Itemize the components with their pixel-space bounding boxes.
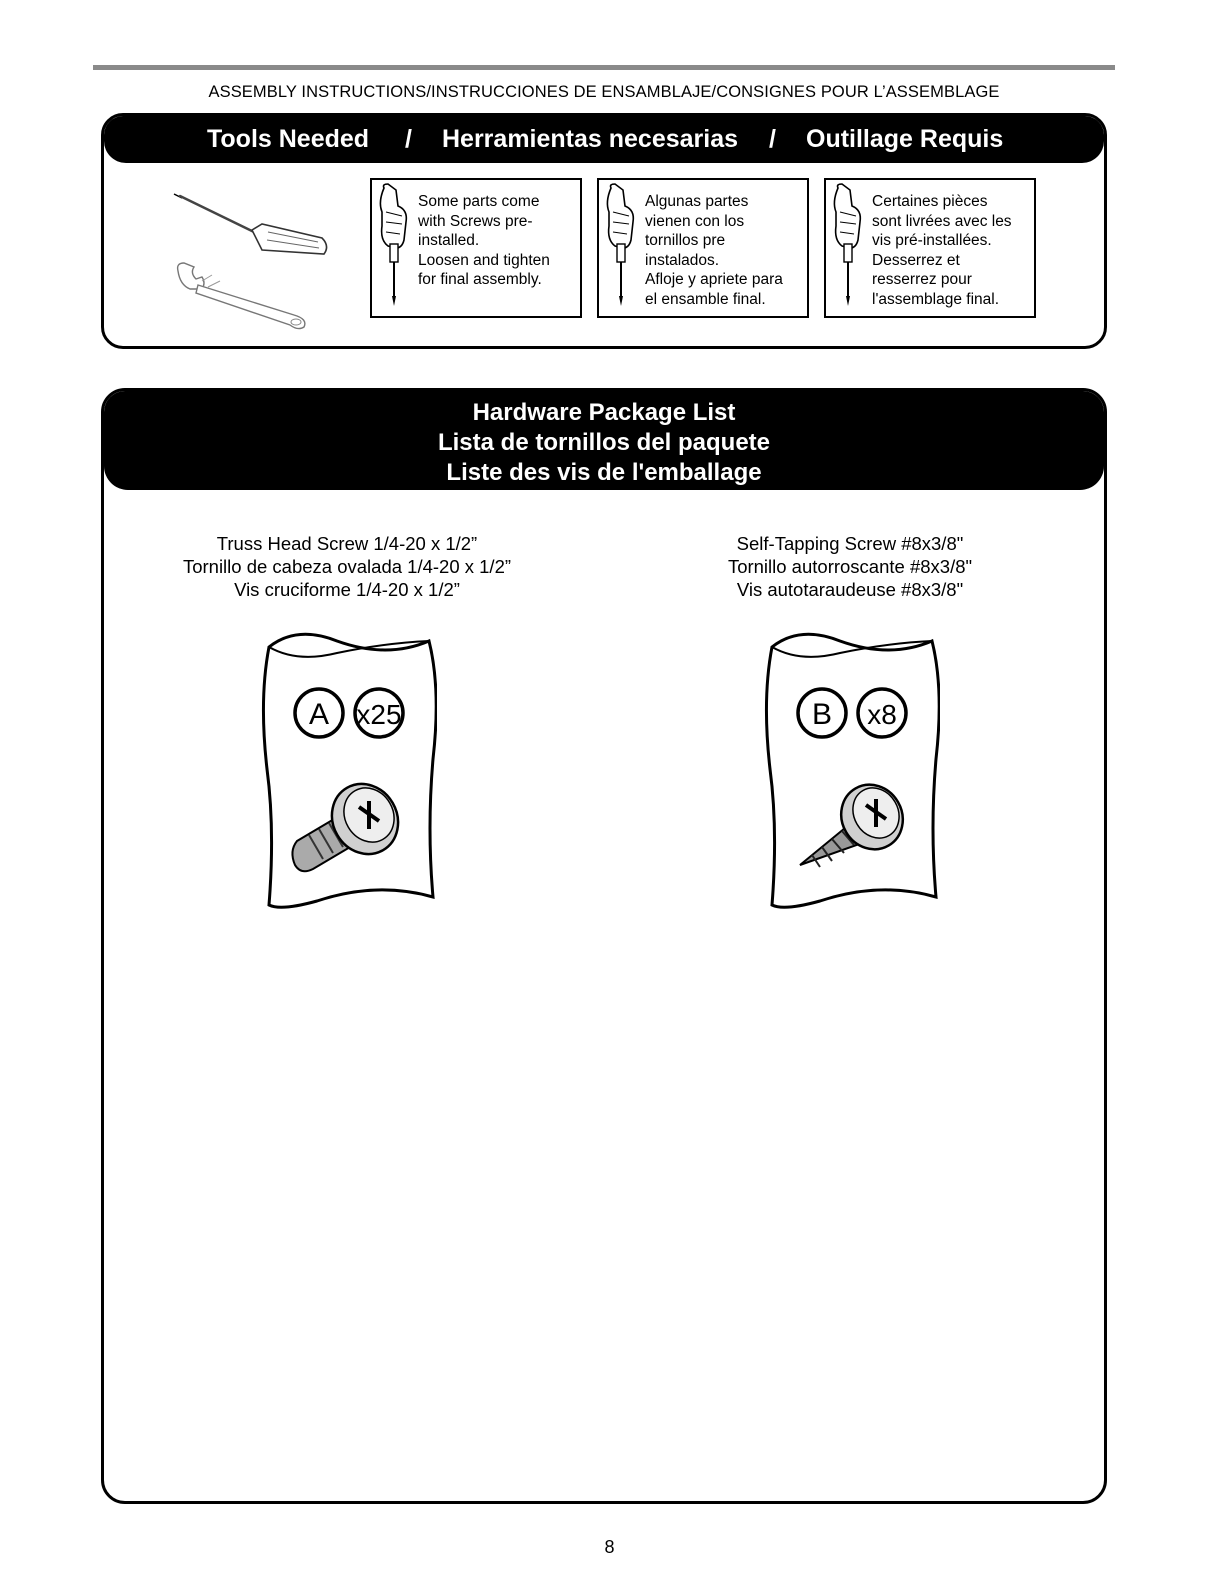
part-b-description — [640, 532, 1060, 601]
hardware-bag-a — [257, 629, 437, 914]
part-a-desc-fr: Vis cruciforme 1/4-20 x 1/2” — [234, 579, 460, 600]
part-b-letter: B — [811, 698, 833, 731]
tools-title-es: Herramientas necesarias — [442, 125, 739, 153]
part-a-quantity: x25 — [356, 699, 402, 730]
part-b-desc-en: Self-Tapping Screw #8x3/8" — [736, 533, 964, 554]
part-b-desc-es: Tornillo autorroscante #8x3/8" — [727, 556, 973, 577]
hardware-title-en: Hardware Package List — [472, 399, 736, 426]
hardware-package-banner — [104, 391, 1104, 490]
wrench-icon — [172, 261, 317, 331]
hardware-package-panel — [101, 388, 1107, 1504]
hardware-bag-b — [760, 629, 940, 914]
tools-title-fr: Outillage Requis — [806, 125, 1004, 153]
hand-screwdriver-icon — [601, 182, 643, 312]
note-card-fr — [824, 178, 1036, 318]
document-title: ASSEMBLY INSTRUCTIONS/INSTRUCCIONES DE ENSAMBLAJE/CONSIGNES POUR L’ASSEMBLAGE — [208, 83, 1000, 101]
note-card-es — [597, 178, 809, 318]
part-a-desc-en: Truss Head Screw 1/4-20 x 1/2” — [216, 533, 478, 554]
note-text: Algunas partes vienen con los tornillos pre instalados. Afloje y apriete para el ensamble final. — [645, 193, 783, 308]
part-b-desc-fr: Vis autotaraudeuse #8x3/8" — [736, 579, 964, 600]
part-a-letter: A — [308, 698, 330, 731]
top-rule — [93, 65, 1115, 70]
tools-separator: / — [769, 125, 776, 153]
part-a-description — [137, 532, 557, 601]
part-a-desc-es: Tornillo de cabeza ovalada 1/4-20 x 1/2” — [182, 556, 512, 577]
hardware-title-es: Lista de tornillos del paquete — [437, 429, 771, 456]
tools-title-en: Tools Needed — [207, 125, 370, 153]
page-number: 8 — [604, 1537, 615, 1557]
tools-needed-banner — [104, 116, 1104, 163]
note-text: Certaines pièces sont livrées avec les vis pré-installées. Desserrez et resserrez pour l'assemblage final. — [872, 193, 1012, 308]
note-card-en — [370, 178, 582, 318]
note-text: Some parts come with Screws pre- installed. Loosen and tighten for final assembly. — [418, 193, 550, 288]
hand-screwdriver-icon — [374, 182, 416, 312]
screwdriver-icon — [172, 190, 332, 260]
tools-needed-panel — [101, 113, 1107, 349]
tools-separator: / — [405, 125, 412, 153]
part-b-quantity: x8 — [867, 699, 897, 730]
hardware-title-fr: Liste des vis de l'emballage — [446, 459, 762, 486]
hand-screwdriver-icon — [828, 182, 870, 312]
